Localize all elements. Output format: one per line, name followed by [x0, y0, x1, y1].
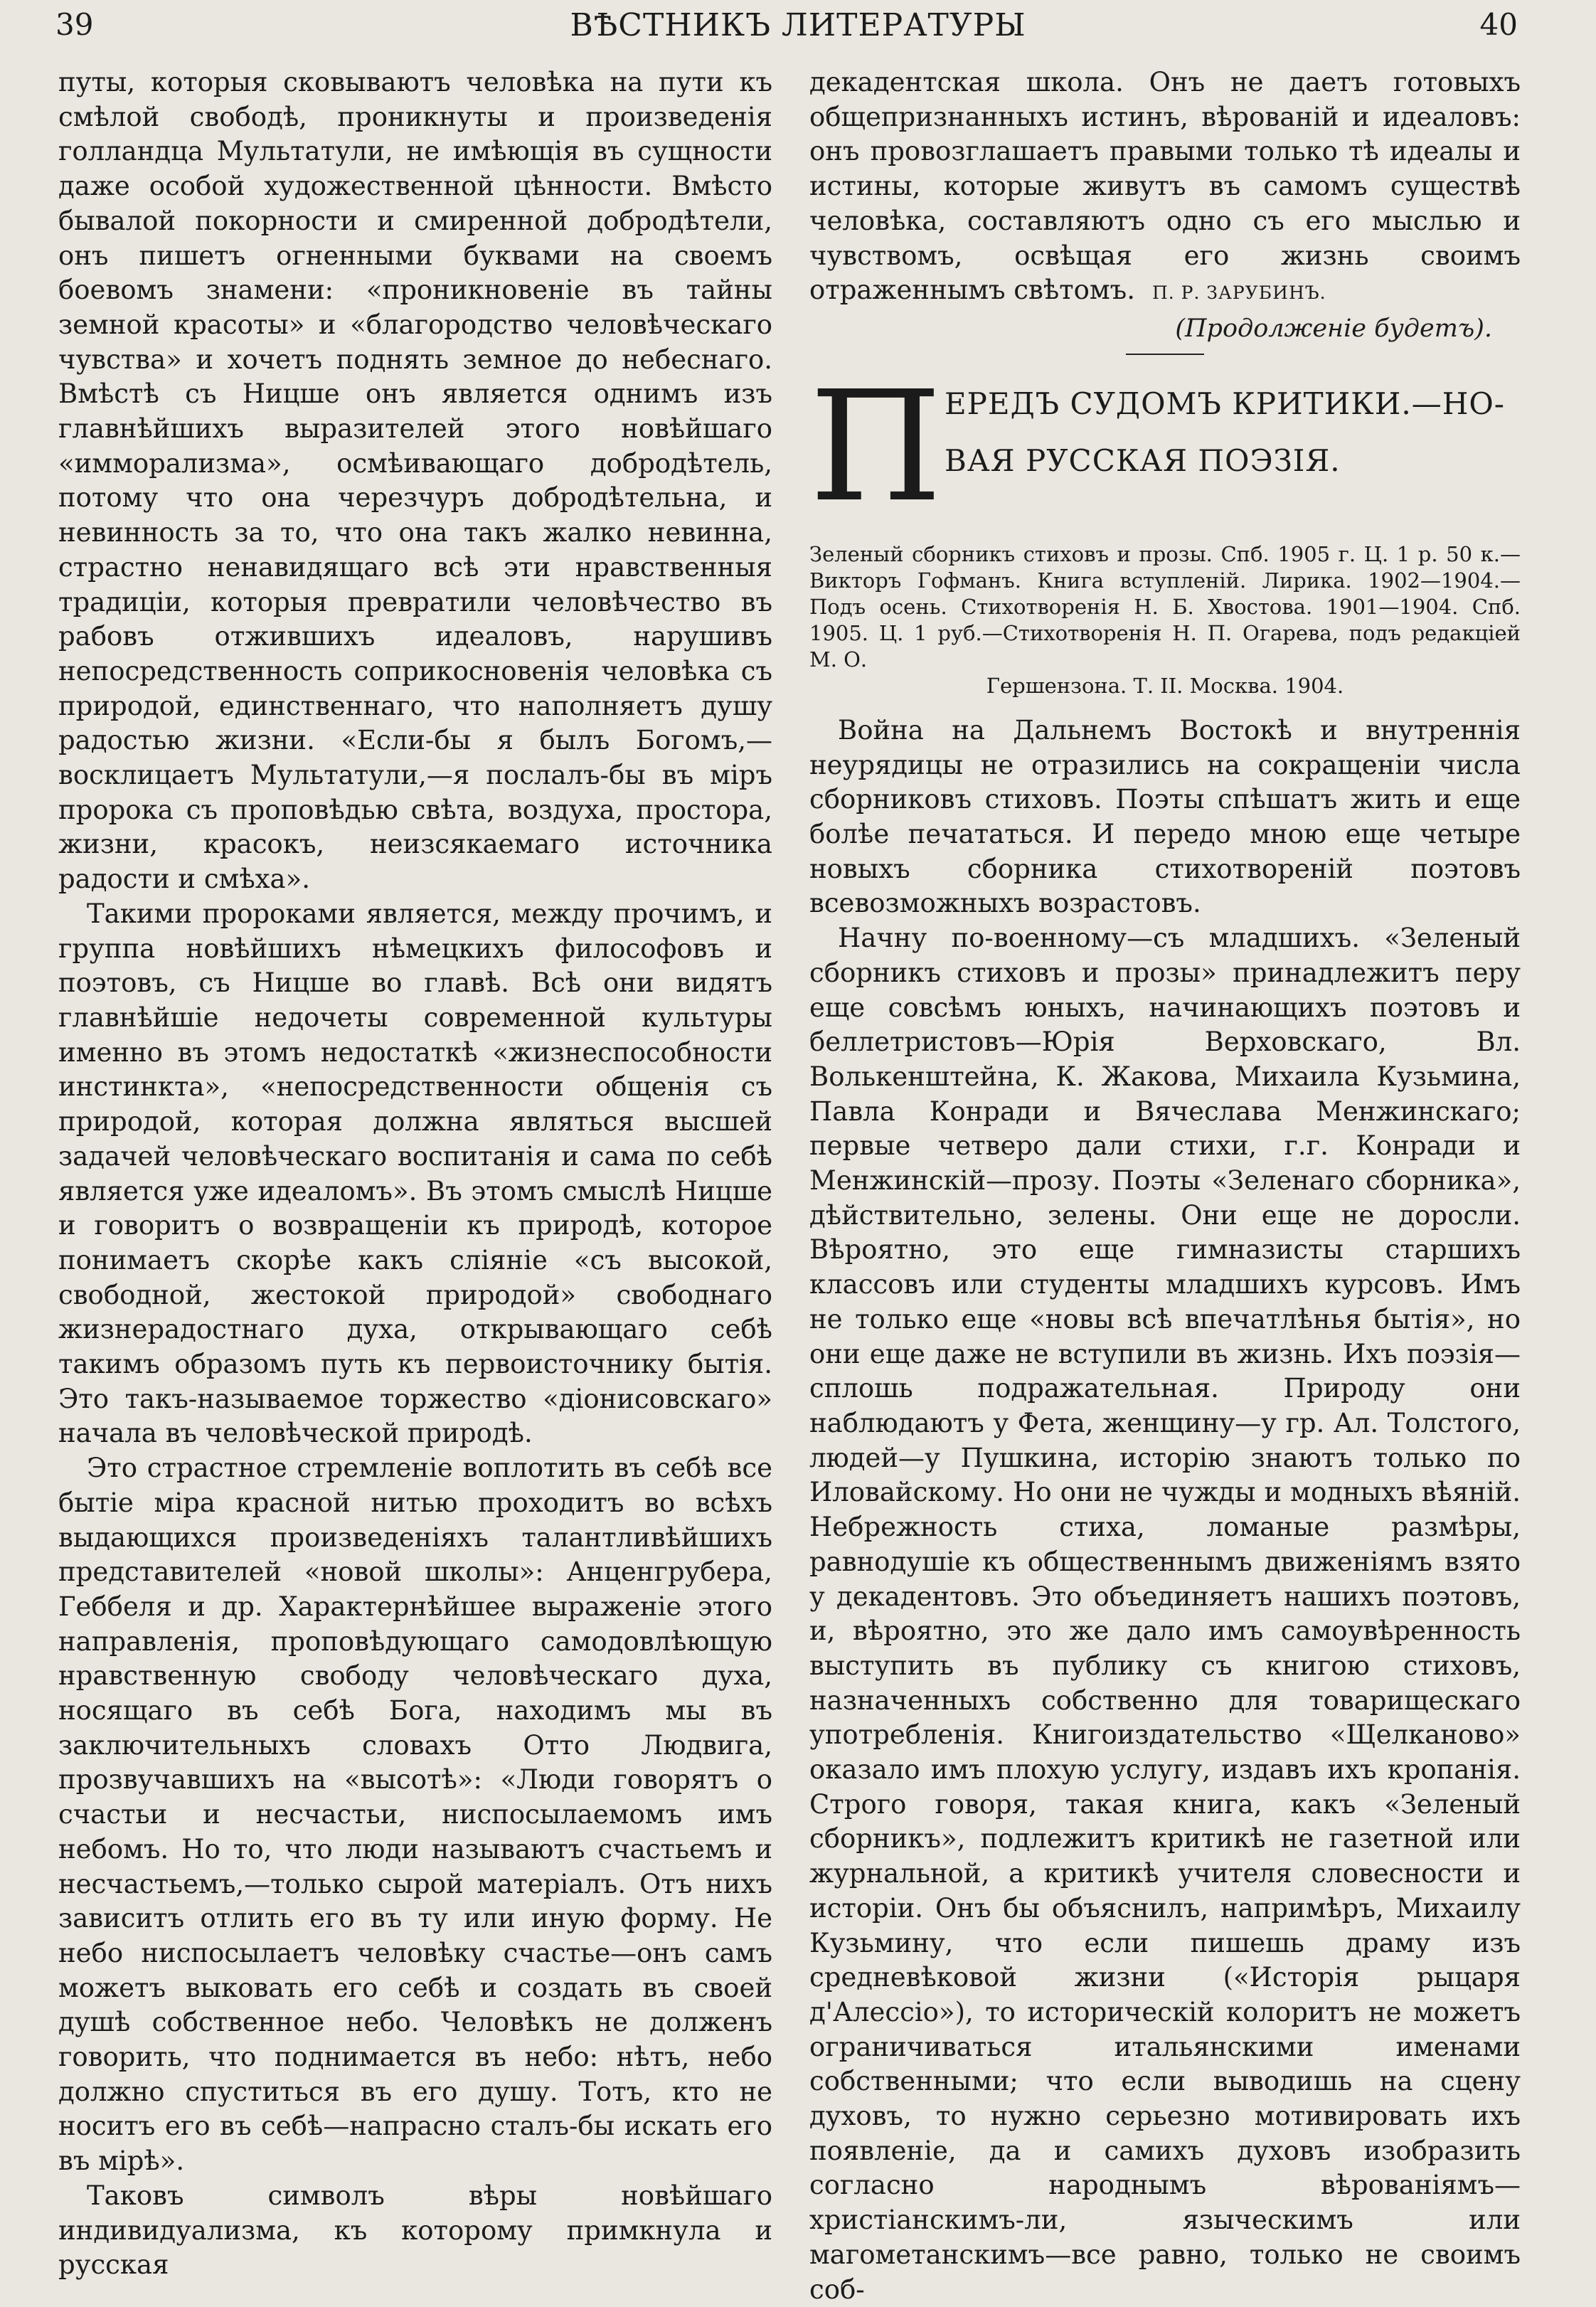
- paragraph: Такими пророками является, между прочимъ, и группа новѣйшихъ нѣмецкихъ философовъ и поэтовъ, съ Ницше во главѣ. Всѣ они видятъ главнѣйшіе недочеты современной культуры именно въ этомъ недостаткѣ «жизнеспособности инстинкта», «непосредственности общенія съ природой, которая должна являться высшей задачей человѣческаго воспитанія и сама по себѣ является уже идеаломъ». Въ этомъ смыслѣ Ницше и говоритъ о возвращеніи къ природѣ, которое понимаетъ скорѣе какъ сліяніе «съ высокой, свободной, жестокой природой» свободнаго жизнерадостнаго духа, открывающаго себѣ такимъ образомъ путь къ первоисточнику бытія. Это такъ-называемое торжество «діонисовскаго» начала въ человѣческой природѣ.: [58, 898, 772, 1449]
- right-column: [809, 65, 1521, 2307]
- heading-line-1: ЕРЕДЪ СУДОМЪ КРИТИКИ.—НО-: [945, 386, 1505, 421]
- section-heading: [809, 358, 1521, 541]
- continuation-text: декадентская школа. Онъ не даетъ готовыхъ общепризнанныхъ истинъ, вѣрованій и идеаловъ: онъ провозглашаетъ правыми только тѣ идеалы и истины, которые живутъ въ самомъ существѣ человѣка, составляютъ одно съ его мыслью и чувствомъ, освѣщая его жизнь своимъ отраженнымъ свѣтомъ.: [809, 67, 1521, 306]
- bibliography-entry: Зеленый сборникъ стиховъ и прозы. Спб. 1905 г. Ц. 1 р. 50 к.—Викторъ Гофманъ. Книга вступленій. Лирика. 1902—1904.—Подъ осень. Стихотворенія Н. Б. Хвостова. 1901—1904. Спб. 1905. Ц. 1 руб.—Стихотворенія Н. П. Огарева, подъ редакціей М. О.: [809, 541, 1521, 672]
- heading-line-2: ВАЯ РУССКАЯ ПОЭЗІЯ.: [945, 442, 1341, 478]
- bibliography: [809, 541, 1521, 699]
- paragraph: Это страстное стремленіе воплотить въ себѣ все бытіе міра красной нитью проходитъ во всѣхъ выдающихся произведеніяхъ талантливѣйшихъ представителей «новой школы»: Анценгрубера, Геббеля и др. Характернѣйшее выраженіе этого направленія, проповѣдующаго самодовлѣющую нравственную свободу человѣческаго духа, носящаго въ себѣ Бога, находимъ мы въ заключительныхъ словахъ Отто Людвига, прозвучавшихъ на «высотѣ»: «Люди говорятъ о счастьи и несчастьи, ниспосылаемомъ имъ небомъ. Но то, что люди называютъ счастьемъ и несчастьемъ,—только сырой матеріалъ. Отъ нихъ зависитъ отлить его въ ту или иную форму. Не небо ниспосылаетъ человѣку счастье—онъ самъ можетъ выковать его себѣ и создать въ своей душѣ собственное небо. Человѣкъ не долженъ говорить, что поднимается въ небо: нѣтъ, небо должно спуститься въ его душу. Тотъ, кто не носитъ его въ себѣ—напрасно сталъ-бы искать его въ мірѣ».: [58, 1453, 772, 2177]
- drop-cap: П: [809, 358, 942, 536]
- page-number-right: 40: [1479, 7, 1518, 42]
- paragraph: путы, которыя сковываютъ человѣка на пути къ смѣлой свободѣ, проникнуты и произведенія голландца Мультатули, не имѣющія въ сущности даже особой художественной цѣнности. Вмѣсто бывалой покорности и смиренной добродѣтели, онъ пишетъ огненными буквами на своемъ боевомъ знамени: «проникновеніе въ тайны земной красоты» и «благородство человѣческаго чувства» и хочетъ поднять земное до небеснаго. Вмѣстѣ съ Ницше онъ является однимъ изъ главнѣйшихъ выразителей этого новѣйшаго «имморализма», осмѣивающаго добродѣтель, потому что она черезчуръ добродѣтельна, и невинность за то, что она такъ жалко невинна, страстно ненавидящаго всѣ эти нравственныя традиціи, которыя превратили человѣчество въ рабовъ отжившихъ идеаловъ, нарушивъ непосредственность соприкосновенія человѣка съ природой, единственнаго, что наполняетъ душу радостью жизни. «Если-бы я былъ Богомъ,—восклицаетъ Мультатули,—я послалъ-бы въ міръ пророка съ проповѣдью свѣта, воздуха, простора, жизни, красокъ, неизсякаемаго источника радости и смѣха».: [58, 67, 772, 895]
- bibliography-entry: Гершензона. Т. II. Москва. 1904.: [986, 673, 1344, 698]
- running-header: [0, 0, 1596, 57]
- page-number-left: 39: [55, 7, 94, 42]
- review-body: [809, 714, 1521, 2307]
- to-be-continued-note: (Продолженіе будетъ).: [1175, 314, 1492, 343]
- author-signature: П. Р. ЗАРУБИНЪ.: [1151, 282, 1326, 304]
- paragraph: Начну по-военному—съ младшихъ. «Зеленый сборникъ стиховъ и прозы» принадлежитъ перу еще совсѣмъ юныхъ, начинающихъ поэтовъ и беллетристовъ—Юрія Верховскаго, Вл. Волькенштейна, К. Жакова, Михаила Кузьмина, Павла Конради и Вячеслава Менжинскаго; первые четверо дали стихи, г.г. Конради и Менжинскій—прозу. Поэты «Зеленаго сборника», дѣйствительно, зелены. Они еще не доросли. Вѣроятно, это еще гимназисты старшихъ классовъ или студенты младшихъ курсовъ. Имъ не только еще «новы всѣ впечатлѣнья бытія», но они еще даже не вступили въ жизнь. Ихъ поэзія—сплошь подражательная. Природу они наблюдаютъ у Фета, женщину—у гр. Ал. Толстого, людей—у Пушкина, исторію знаютъ только по Иловайскому. Но они не чужды и модныхъ вѣяній. Небрежность стиха, ломаные размѣры, равнодушіе къ общественнымъ движеніямъ взято у декадентовъ. Это объединяетъ нашихъ поэтовъ, и, вѣроятно, это же дало имъ самоувѣренность выступить въ публику съ книгою стиховъ, назначенныхъ собственно для товарищескаго употребленія. Книгоиздательство «Щелканово» оказало имъ плохую услугу, издавъ ихъ кропанія. Строго говоря, такая книга, какъ «Зеленый сборникъ», подлежитъ критикѣ не газетной или журнальной, а критикѣ учителя словесности и исторіи. Онъ бы объяснилъ, напримѣръ, Михаилу Кузьмину, что если пишешь драму изъ средневѣковой жизни («Исторія рыцаря д'Алессіо»), то историческій колоритъ не можетъ ограничиваться итальянскими именами собственными; что если выводишь на сцену духовъ, то нужно серьезно мотивировать ихъ появленіе, да и самихъ духовъ изобразить согласно народнымъ вѣрованіямъ—христіанскимъ-ли, языческимъ или магометанскимъ—все равно, только не своимъ соб-: [809, 923, 1521, 2305]
- paragraph: Таковъ символъ вѣры новѣйшаго индивидуализма, къ которому примкнула и русская: [58, 2180, 772, 2281]
- paragraph: Война на Дальнемъ Востокѣ и внутреннія неурядицы не отразились на сокращеніи числа сборниковъ стиховъ. Поэты спѣшатъ жить и еще болѣе печататься. И передо мною еще четыре новыхъ сборника стихотвореній поэтовъ всевозможныхъ возрастовъ.: [809, 714, 1521, 919]
- left-column: [58, 65, 772, 2283]
- section-divider: [1126, 354, 1204, 355]
- journal-title: ВѢСТНИКЪ ЛИТЕРАТУРЫ: [570, 7, 1026, 43]
- article-continuation: [809, 65, 1521, 311]
